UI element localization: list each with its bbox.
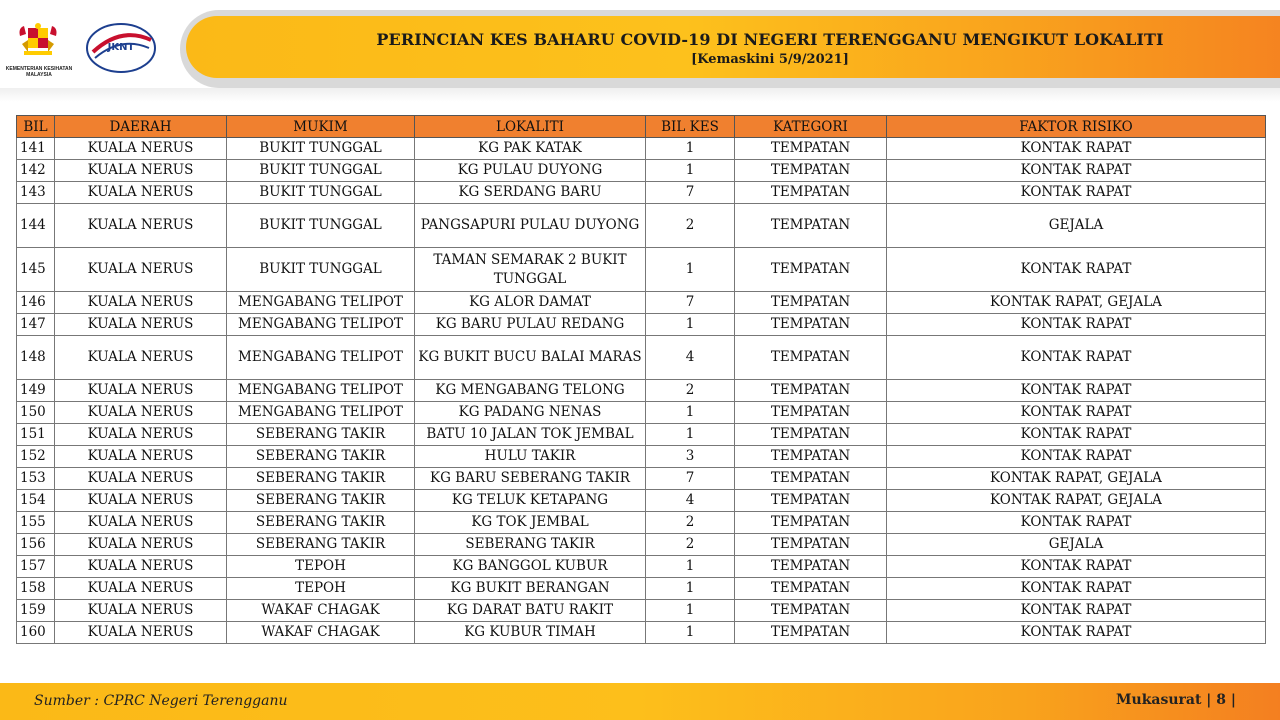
footer-bar [0,683,1280,720]
cell-daerah: KUALA NERUS [55,336,227,380]
cell-faktor-risiko: GEJALA [887,204,1266,248]
cell-kategori: TEMPATAN [735,424,887,446]
table-row [17,380,1266,402]
cell-bil-kes: 7 [646,292,735,314]
cell-mukim: MENGABANG TELIPOT [227,336,415,380]
cell-bil: 148 [17,336,55,380]
cell-bil: 155 [17,512,55,534]
cell-faktor-risiko: KONTAK RAPAT [887,380,1266,402]
cell-bil: 144 [17,204,55,248]
cell-bil-kes: 1 [646,160,735,182]
page-number: Mukasurat | 8 | [1116,692,1236,708]
cell-bil-kes: 1 [646,138,735,160]
cell-daerah: KUALA NERUS [55,556,227,578]
table-row [17,336,1266,380]
cell-kategori: TEMPATAN [735,336,887,380]
cell-bil-kes: 2 [646,204,735,248]
cell-faktor-risiko: KONTAK RAPAT [887,182,1266,204]
table-row [17,556,1266,578]
cell-bil-kes: 1 [646,556,735,578]
cell-bil: 146 [17,292,55,314]
cell-lokaliti: HULU TAKIR [415,446,646,468]
cell-daerah: KUALA NERUS [55,622,227,644]
cell-bil: 142 [17,160,55,182]
cell-faktor-risiko: KONTAK RAPAT, GEJALA [887,292,1266,314]
table-row [17,622,1266,644]
cell-lokaliti: KG ALOR DAMAT [415,292,646,314]
cell-mukim: TEPOH [227,578,415,600]
cell-faktor-risiko: KONTAK RAPAT [887,578,1266,600]
cell-mukim: MENGABANG TELIPOT [227,314,415,336]
cell-mukim: WAKAF CHAGAK [227,600,415,622]
cell-bil: 141 [17,138,55,160]
cell-mukim: BUKIT TUNGGAL [227,182,415,204]
cell-bil: 160 [17,622,55,644]
cell-faktor-risiko: KONTAK RAPAT [887,336,1266,380]
cell-bil-kes: 4 [646,490,735,512]
cell-bil-kes: 1 [646,578,735,600]
cell-faktor-risiko: KONTAK RAPAT [887,556,1266,578]
cell-mukim: MENGABANG TELIPOT [227,402,415,424]
cell-kategori: TEMPATAN [735,490,887,512]
cell-faktor-risiko: KONTAK RAPAT [887,600,1266,622]
crest-caption: KEMENTERIAN KESIHATAN MALAYSIA [5,66,73,78]
cell-bil: 149 [17,380,55,402]
cell-kategori: TEMPATAN [735,182,887,204]
table-row [17,292,1266,314]
cell-mukim: BUKIT TUNGGAL [227,248,415,292]
cell-kategori: TEMPATAN [735,292,887,314]
cell-mukim: SEBERANG TAKIR [227,512,415,534]
cell-kategori: TEMPATAN [735,534,887,556]
table-row [17,402,1266,424]
cell-daerah: KUALA NERUS [55,138,227,160]
col-header-bil-kes: BIL KES [646,116,735,138]
table-row [17,248,1266,292]
cell-mukim: MENGABANG TELIPOT [227,292,415,314]
table-row [17,512,1266,534]
cell-daerah: KUALA NERUS [55,380,227,402]
cell-daerah: KUALA NERUS [55,600,227,622]
table-row [17,578,1266,600]
cell-faktor-risiko: KONTAK RAPAT [887,314,1266,336]
cell-daerah: KUALA NERUS [55,248,227,292]
cell-faktor-risiko: KONTAK RAPAT, GEJALA [887,490,1266,512]
cell-daerah: KUALA NERUS [55,160,227,182]
source-note: Sumber : CPRC Negeri Terengganu [34,693,288,709]
cell-daerah: KUALA NERUS [55,314,227,336]
cell-kategori: TEMPATAN [735,556,887,578]
cell-bil: 151 [17,424,55,446]
cell-faktor-risiko: KONTAK RAPAT [887,622,1266,644]
table-row [17,446,1266,468]
table-body [17,138,1266,644]
cell-lokaliti: KG BANGGOL KUBUR [415,556,646,578]
table-row [17,314,1266,336]
cell-bil: 150 [17,402,55,424]
cell-daerah: KUALA NERUS [55,578,227,600]
cell-kategori: TEMPATAN [735,402,887,424]
cell-bil-kes: 1 [646,424,735,446]
cell-mukim: SEBERANG TAKIR [227,468,415,490]
cell-mukim: BUKIT TUNGGAL [227,138,415,160]
cell-bil-kes: 1 [646,314,735,336]
cell-daerah: KUALA NERUS [55,402,227,424]
cell-bil-kes: 1 [646,402,735,424]
cell-bil-kes: 4 [646,336,735,380]
cell-daerah: KUALA NERUS [55,292,227,314]
table-row [17,490,1266,512]
jkn-logo-text: JKNT [107,42,135,53]
col-header-bil: BIL [17,116,55,138]
cell-kategori: TEMPATAN [735,512,887,534]
table-header [17,116,1266,138]
jkn-logo-icon [85,22,157,74]
cell-bil-kes: 1 [646,248,735,292]
cell-mukim: SEBERANG TAKIR [227,534,415,556]
cell-mukim: SEBERANG TAKIR [227,446,415,468]
cell-kategori: TEMPATAN [735,314,887,336]
cell-lokaliti: KG TOK JEMBAL [415,512,646,534]
cell-bil: 152 [17,446,55,468]
cell-lokaliti: KG PAK KATAK [415,138,646,160]
cell-kategori: TEMPATAN [735,468,887,490]
cell-lokaliti: KG PULAU DUYONG [415,160,646,182]
malaysia-crest-icon [14,22,62,58]
col-header-mukim: MUKIM [227,116,415,138]
page-title: PERINCIAN KES BAHARU COVID-19 DI NEGERI TERENGGANU MENGIKUT LOKALITI [376,30,1164,49]
cell-bil: 145 [17,248,55,292]
cell-bil: 143 [17,182,55,204]
cell-mukim: SEBERANG TAKIR [227,490,415,512]
cell-bil: 154 [17,490,55,512]
cell-bil-kes: 7 [646,182,735,204]
cell-lokaliti: KG MENGABANG TELONG [415,380,646,402]
cell-bil-kes: 2 [646,512,735,534]
cell-faktor-risiko: KONTAK RAPAT [887,512,1266,534]
cell-daerah: KUALA NERUS [55,424,227,446]
cell-kategori: TEMPATAN [735,160,887,182]
cell-bil: 147 [17,314,55,336]
logo-area [0,0,190,90]
cell-daerah: KUALA NERUS [55,490,227,512]
cell-mukim: BUKIT TUNGGAL [227,160,415,182]
cell-faktor-risiko: GEJALA [887,534,1266,556]
cell-bil-kes: 2 [646,534,735,556]
col-header-faktor-risiko: FAKTOR RISIKO [887,116,1266,138]
cell-kategori: TEMPATAN [735,138,887,160]
col-header-lokaliti: LOKALITI [415,116,646,138]
cell-faktor-risiko: KONTAK RAPAT [887,248,1266,292]
table-row [17,468,1266,490]
cell-lokaliti: KG TELUK KETAPANG [415,490,646,512]
cell-bil-kes: 1 [646,600,735,622]
cell-lokaliti: KG PADANG NENAS [415,402,646,424]
cell-daerah: KUALA NERUS [55,534,227,556]
cell-bil-kes: 7 [646,468,735,490]
cell-kategori: TEMPATAN [735,248,887,292]
table-row [17,138,1266,160]
cases-table [16,115,1266,644]
cell-mukim: WAKAF CHAGAK [227,622,415,644]
cell-kategori: TEMPATAN [735,380,887,402]
cell-mukim: SEBERANG TAKIR [227,424,415,446]
cell-bil: 158 [17,578,55,600]
cell-lokaliti: TAMAN SEMARAK 2 BUKIT TUNGGAL [415,248,646,292]
table-row [17,534,1266,556]
cell-lokaliti: KG KUBUR TIMAH [415,622,646,644]
cell-daerah: KUALA NERUS [55,204,227,248]
cell-bil: 153 [17,468,55,490]
cell-mukim: BUKIT TUNGGAL [227,204,415,248]
col-header-daerah: DAERAH [55,116,227,138]
cell-kategori: TEMPATAN [735,600,887,622]
cell-bil-kes: 1 [646,622,735,644]
cell-faktor-risiko: KONTAK RAPAT [887,402,1266,424]
cell-kategori: TEMPATAN [735,204,887,248]
cell-faktor-risiko: KONTAK RAPAT [887,446,1266,468]
cell-mukim: MENGABANG TELIPOT [227,380,415,402]
cell-daerah: KUALA NERUS [55,446,227,468]
table-row [17,204,1266,248]
update-date: [Kemaskini 5/9/2021] [691,52,849,67]
cell-lokaliti: KG BUKIT BERANGAN [415,578,646,600]
cell-lokaliti: KG BUKIT BUCU BALAI MARAS [415,336,646,380]
cell-daerah: KUALA NERUS [55,182,227,204]
cell-bil-kes: 2 [646,380,735,402]
cell-daerah: KUALA NERUS [55,468,227,490]
cell-kategori: TEMPATAN [735,578,887,600]
cell-bil-kes: 3 [646,446,735,468]
table-row [17,160,1266,182]
col-header-kategori: KATEGORI [735,116,887,138]
cell-kategori: TEMPATAN [735,446,887,468]
cell-daerah: KUALA NERUS [55,512,227,534]
cell-faktor-risiko: KONTAK RAPAT [887,138,1266,160]
cell-kategori: TEMPATAN [735,622,887,644]
cell-bil: 159 [17,600,55,622]
cell-faktor-risiko: KONTAK RAPAT [887,424,1266,446]
table-row [17,182,1266,204]
cell-faktor-risiko: KONTAK RAPAT, GEJALA [887,468,1266,490]
cell-lokaliti: PANGSAPURI PULAU DUYONG [415,204,646,248]
cell-lokaliti: KG DARAT BATU RAKIT [415,600,646,622]
cell-lokaliti: KG BARU SEBERANG TAKIR [415,468,646,490]
cell-bil: 156 [17,534,55,556]
cell-mukim: TEPOH [227,556,415,578]
cell-bil: 157 [17,556,55,578]
cell-lokaliti: KG BARU PULAU REDANG [415,314,646,336]
cell-lokaliti: KG SERDANG BARU [415,182,646,204]
header-divider [0,88,1280,102]
cell-lokaliti: SEBERANG TAKIR [415,534,646,556]
cell-lokaliti: BATU 10 JALAN TOK JEMBAL [415,424,646,446]
cell-faktor-risiko: KONTAK RAPAT [887,160,1266,182]
table-row [17,424,1266,446]
table-row [17,600,1266,622]
